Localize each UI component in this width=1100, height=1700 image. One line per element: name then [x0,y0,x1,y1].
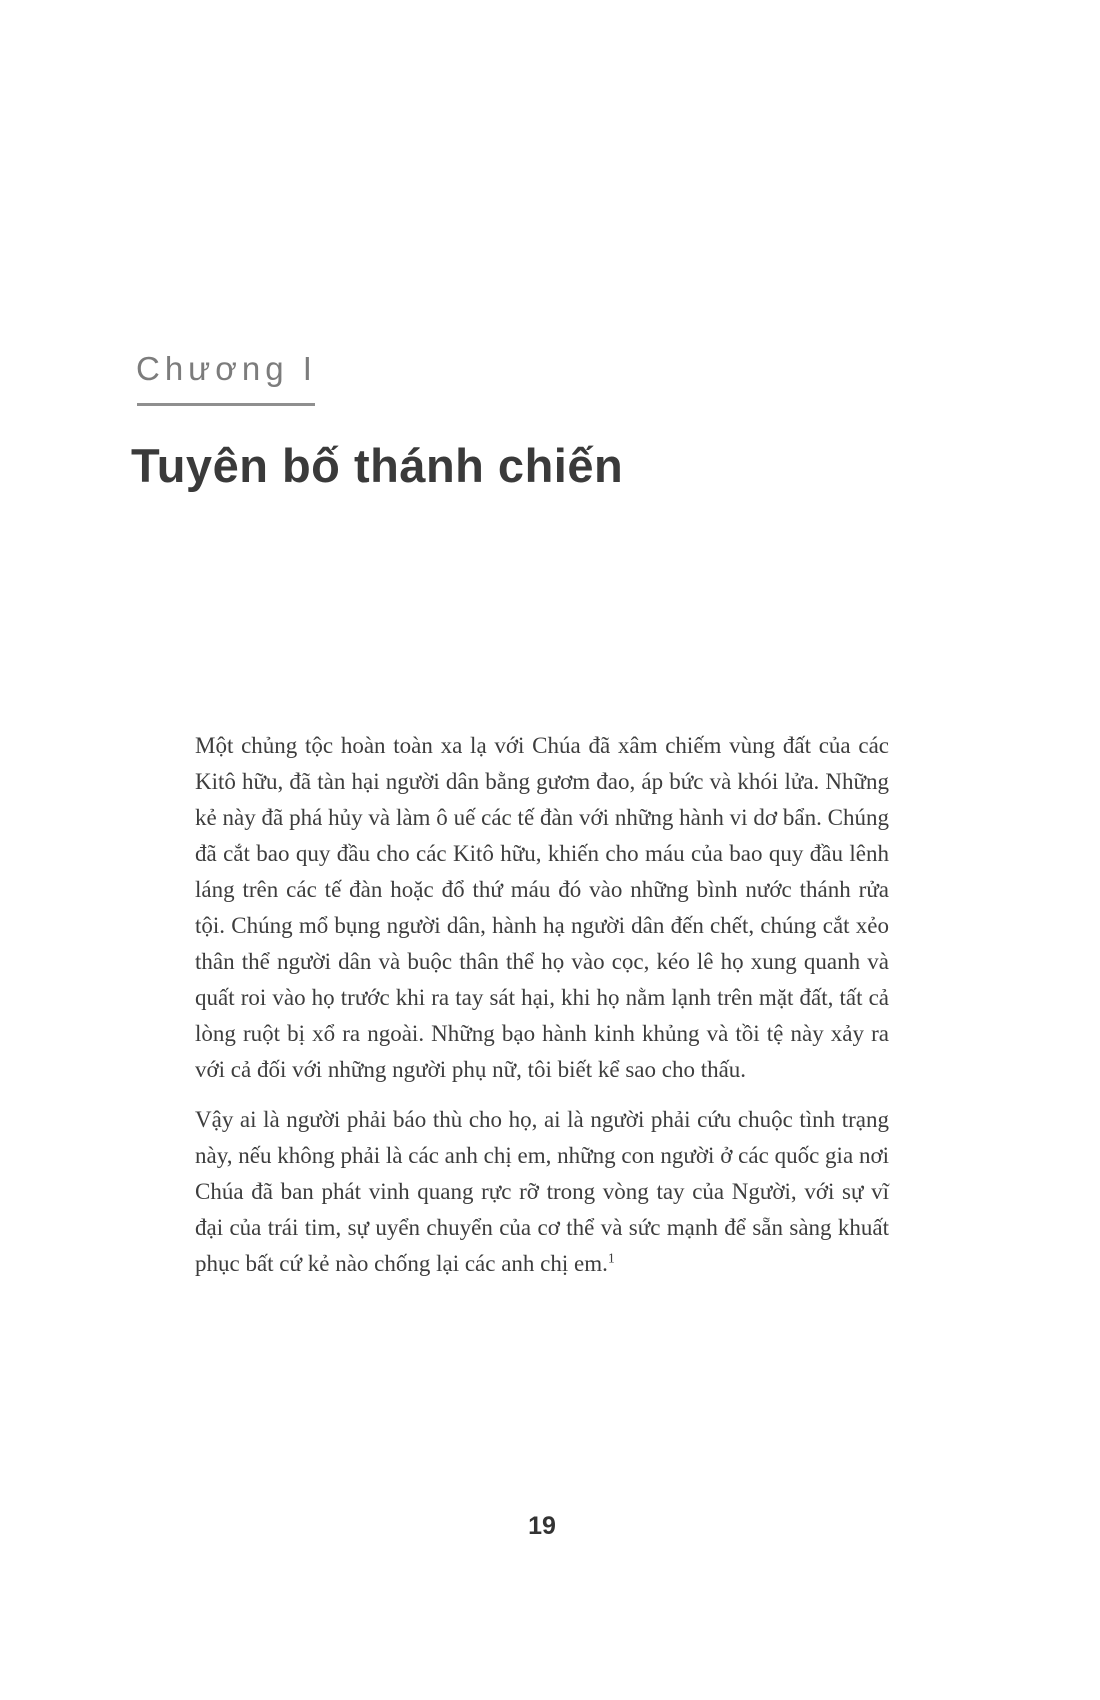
paragraph-2 [195,1102,889,1282]
footnote-reference: 1 [607,1250,615,1266]
paragraph-1: Một chủng tộc hoàn toàn xa lạ với Chúa đã xâm chiếm vùng đất của các Kitô hữu, đã tàn hại người dân bằng gươm đao, áp bức và khói lửa. Những kẻ này đã phá hủy và làm ô uế các tế đàn với những hành vi dơ bẩn. Chúng đã cắt bao quy đầu cho các Kitô hữu, khiến cho máu của bao quy đầu lênh láng trên các tế đàn hoặc đổ thứ máu đó vào những bình nước thánh rửa tội. Chúng mổ bụng người dân, hành hạ người dân đến chết, chúng cắt xẻo thân thể người dân và buộc thân thể họ vào cọc, kéo lê họ xung quanh và quất roi vào họ trước khi ra tay sát hại, khi họ nằm lạnh trên mặt đất, tất cả lòng ruột bị xổ ra ngoài. Những bạo hành kinh khủng và tồi tệ này xảy ra với cả đối với những người phụ nữ, tôi biết kể sao cho thấu. [195,733,889,1082]
chapter-label-underline [137,403,315,406]
paragraph-2-text: Vậy ai là người phải báo thù cho họ, ai là người phải cứu chuộc tình trạng này, nếu không phải là các anh chị em, những con người ở các quốc gia nơi Chúa đã ban phát vinh quang rực rỡ trong vòng tay của Người, với sự vĩ đại của trái tim, sự uyển chuyển của cơ thể và sức mạnh để sẵn sàng khuất phục bất cứ kẻ nào chống lại các anh chị em. [195,1107,889,1276]
chapter-title: Tuyên bố thánh chiến [131,439,624,492]
page-number: 19 [528,1512,556,1540]
chapter-label: Chương I [136,350,317,387]
body-text-block [195,728,889,1296]
